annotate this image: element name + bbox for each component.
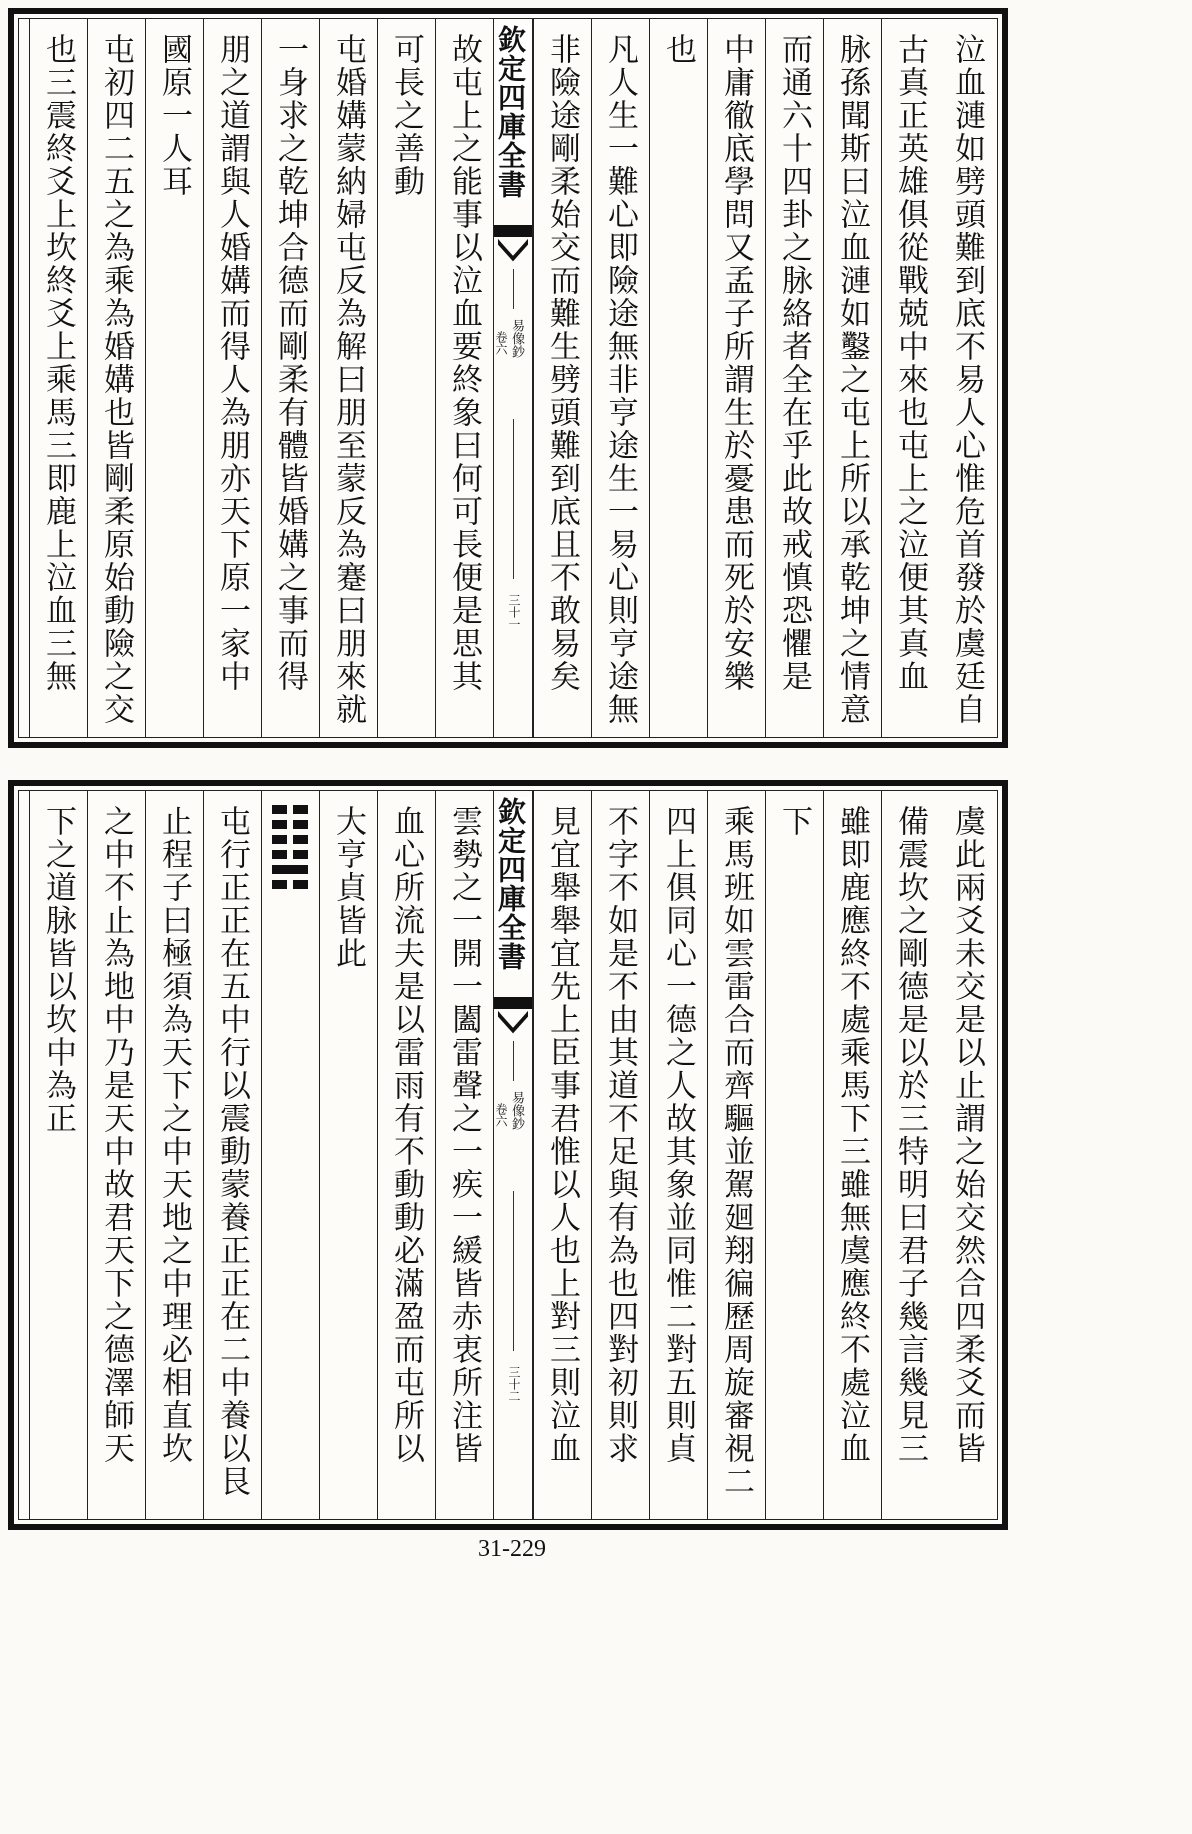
- text-column: [145, 791, 203, 1519]
- text-column: [881, 19, 939, 737]
- column-text: 屯婚媾蒙納婦屯反為解曰朋至蒙反為蹇曰朋來就: [330, 33, 366, 726]
- text-column: [87, 19, 145, 737]
- text-column: [319, 791, 377, 1519]
- column-text: 屯初四二五之為乘為婚媾也皆剛柔原始動險之交: [98, 33, 134, 726]
- column-text: 非險途剛柔始交而難生劈頭難到底且不敢易矣: [544, 33, 580, 693]
- column-text: 虞此兩爻未交是以止謂之始交然合四柔爻而皆: [949, 805, 985, 1465]
- text-column: [823, 19, 881, 737]
- banner-divider: [513, 1191, 514, 1351]
- yin-line: [272, 820, 308, 829]
- column-text: 雲勢之一開一闔雷聲之一疾一緩皆赤衷所注皆: [446, 805, 482, 1465]
- banner-book-title: 易像鈔: [509, 319, 524, 358]
- banner-juan: 卷六: [494, 1103, 508, 1127]
- text-column: [591, 19, 649, 737]
- text-column: [823, 791, 881, 1519]
- column-text: 止程子曰極須為天下之中天地之中理必相直坎: [156, 805, 192, 1465]
- column-text: 中庸徹底學問又孟子所謂生於憂患而死於安樂: [718, 33, 754, 693]
- column-text: 大亨貞皆此: [330, 805, 366, 970]
- banner-divider: [513, 269, 514, 309]
- column-text: 下: [776, 805, 812, 838]
- top-page-frame: [18, 18, 998, 738]
- text-column: [435, 791, 493, 1519]
- text-column: [881, 791, 939, 1519]
- column-text: 之中不止為地中乃是天中故君天下之德澤師天: [98, 805, 134, 1465]
- center-fold-banner: [493, 791, 533, 1519]
- text-column: [29, 19, 87, 737]
- column-text: 也三震終爻上坎終爻上乘馬三即鹿上泣血三無: [40, 33, 76, 693]
- page-number: 31-229: [478, 1536, 546, 1562]
- column-text: 而通六十四卦之脉絡者全在乎此故戒慎恐懼是: [776, 33, 812, 693]
- column-text: 凡人生一難心即險途無非亨途生一易心則亨途無: [602, 33, 638, 726]
- column-text: 雖即鹿應終不處乘馬下三雖無虞應終不處泣血: [834, 805, 870, 1465]
- banner-title: 欽定四庫全書: [496, 25, 530, 199]
- text-column: [649, 19, 707, 737]
- text-column: [377, 19, 435, 737]
- yin-line: [272, 805, 308, 814]
- shi-hexagram-icon: [272, 805, 308, 895]
- column-text: 脉孫聞斯曰泣血漣如鑿之屯上所以承乾坤之情意: [834, 33, 870, 726]
- column-text: 國原一人耳: [156, 33, 192, 198]
- text-column: [765, 791, 823, 1519]
- column-text: 古真正英雄俱從戰兢中來也屯上之泣便其真血: [892, 33, 928, 693]
- bottom-page: [8, 780, 1008, 1530]
- column-text: 下之道脉皆以坎中為正: [40, 805, 76, 1135]
- text-column: [29, 791, 87, 1519]
- text-column: [319, 19, 377, 737]
- text-column: [435, 19, 493, 737]
- column-text: 四上俱同心一德之人故其象並同惟二對五則貞: [660, 805, 696, 1465]
- column-text: 血心所流夫是以雷雨有不動動必滿盈而屯所以: [388, 805, 424, 1465]
- text-column: [591, 791, 649, 1519]
- text-column: [939, 791, 997, 1519]
- banner-folio: 三十二: [507, 1366, 521, 1402]
- column-text: 見宜舉舉宜先上臣事君惟以人也上對三則泣血: [544, 805, 580, 1465]
- yang-line: [272, 865, 308, 874]
- text-column: [87, 791, 145, 1519]
- text-column: [533, 19, 591, 737]
- column-text: 可長之善動: [388, 33, 424, 198]
- text-column: [533, 791, 591, 1519]
- banner-juan: 卷六: [494, 331, 508, 355]
- bottom-page-frame: [18, 790, 998, 1520]
- column-text: 備震坎之剛德是以於三特明曰君子幾言幾見三: [892, 805, 928, 1465]
- text-column: [765, 19, 823, 737]
- text-column: [377, 791, 435, 1519]
- banner-divider: [513, 1041, 514, 1081]
- text-column: [145, 19, 203, 737]
- center-fold-banner: [493, 19, 533, 737]
- text-column: [939, 19, 997, 737]
- text-column: [261, 19, 319, 737]
- banner-book-title: 易像鈔: [509, 1091, 524, 1130]
- yin-line: [272, 880, 308, 889]
- banner-title: 欽定四庫全書: [496, 797, 530, 971]
- column-text: 不字不如是不由其道不足與有為也四對初則求: [602, 805, 638, 1465]
- column-text: 朋之道謂與人婚媾而得人為朋亦天下原一家中: [214, 33, 250, 693]
- top-page: [8, 8, 1008, 748]
- text-column: [707, 791, 765, 1519]
- column-text: 屯行正正在五中行以震動蒙養正正在二中養以艮: [214, 805, 250, 1498]
- fish-tail-mark: [494, 997, 532, 1009]
- text-column: [649, 791, 707, 1519]
- banner-divider: [513, 419, 514, 579]
- text-column: [707, 19, 765, 737]
- fish-tail-mark: [494, 225, 532, 237]
- column-text: 一身求之乾坤合德而剛柔有體皆婚媾之事而得: [272, 33, 308, 693]
- yin-line: [272, 835, 308, 844]
- fish-tail-mark: [498, 1011, 528, 1039]
- text-column: [203, 19, 261, 737]
- column-text: 泣血漣如劈頭難到底不易人心惟危首發於虞廷自: [949, 33, 985, 726]
- yin-line: [272, 850, 308, 859]
- column-text: 也: [660, 33, 696, 66]
- text-column: [203, 791, 261, 1519]
- hexagram-column: [261, 791, 319, 1519]
- banner-folio: 三十一: [507, 594, 521, 630]
- fish-tail-mark: [498, 239, 528, 267]
- column-text: 故屯上之能事以泣血要終象曰何可長便是思其: [446, 33, 482, 693]
- column-text: 乘馬班如雲雷合而齊驅並駕廻翔徧歷周旋審視二: [718, 805, 754, 1498]
